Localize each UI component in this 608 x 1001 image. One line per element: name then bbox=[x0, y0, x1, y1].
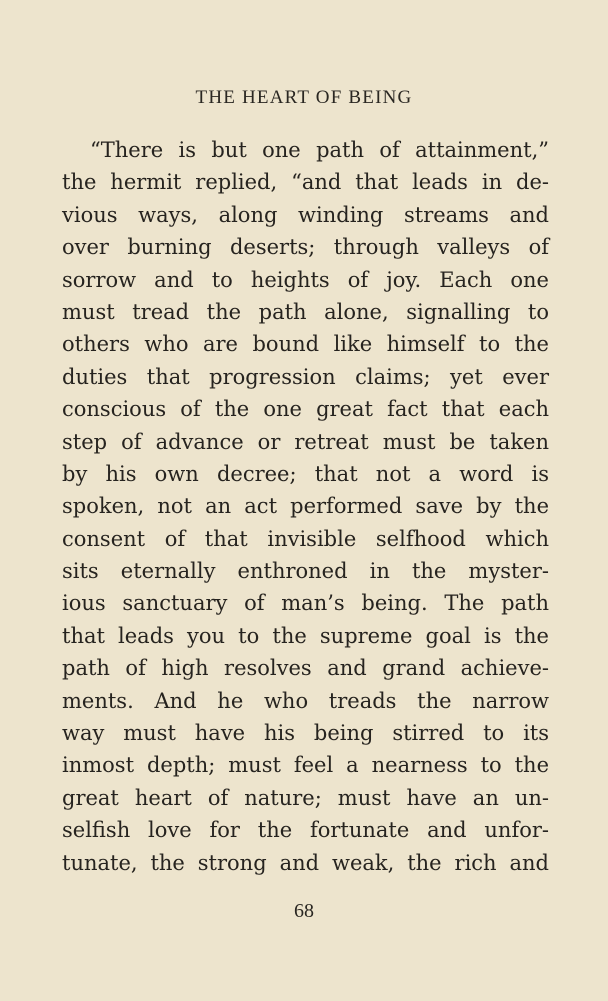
text-line: sits eternally enthroned in the myster- bbox=[62, 559, 549, 584]
text-line: by his own decree; that not a word is bbox=[62, 461, 549, 486]
text-line: that leads you to the supreme goal is the bbox=[62, 623, 549, 648]
text-line: ious sanctuary of man’s being. The path bbox=[62, 591, 549, 616]
text-line: vious ways, along winding streams and bbox=[62, 202, 549, 227]
body-paragraph bbox=[62, 134, 549, 879]
text-line: over burning deserts; through valleys of bbox=[62, 235, 549, 260]
text-line: tunate, the strong and weak, the rich and bbox=[62, 850, 549, 875]
text-line: must tread the path alone, signalling to bbox=[62, 299, 549, 324]
running-head: THE HEART OF BEING bbox=[195, 87, 413, 108]
text-line: ments. And he who treads the narrow bbox=[62, 688, 549, 713]
page-number: 68 bbox=[294, 900, 314, 922]
text-line: step of advance or retreat must be taken bbox=[62, 429, 549, 454]
text-line: great heart of nature; must have an un- bbox=[62, 785, 549, 810]
text-line: conscious of the one great fact that each bbox=[62, 397, 549, 422]
text-line: way must have his being stirred to its bbox=[62, 721, 549, 746]
text-line: path of high resolves and grand achieve- bbox=[62, 656, 549, 681]
text-line: spoken, not an act performed save by the bbox=[62, 494, 549, 519]
text-line: the hermit replied, “and that leads in de- bbox=[62, 170, 549, 195]
text-line: “There is but one path of attainment,” bbox=[90, 138, 549, 162]
text-line: others who are bound like himself to the bbox=[62, 332, 549, 357]
text-line: consent of that invisible selfhood which bbox=[62, 526, 549, 551]
text-line: duties that progression claims; yet ever bbox=[62, 364, 549, 389]
text-line: selfish love for the fortunate and unfor- bbox=[62, 818, 549, 843]
text-line: inmost depth; must feel a nearness to the bbox=[62, 753, 549, 778]
text-line: sorrow and to heights of joy. Each one bbox=[62, 267, 549, 292]
